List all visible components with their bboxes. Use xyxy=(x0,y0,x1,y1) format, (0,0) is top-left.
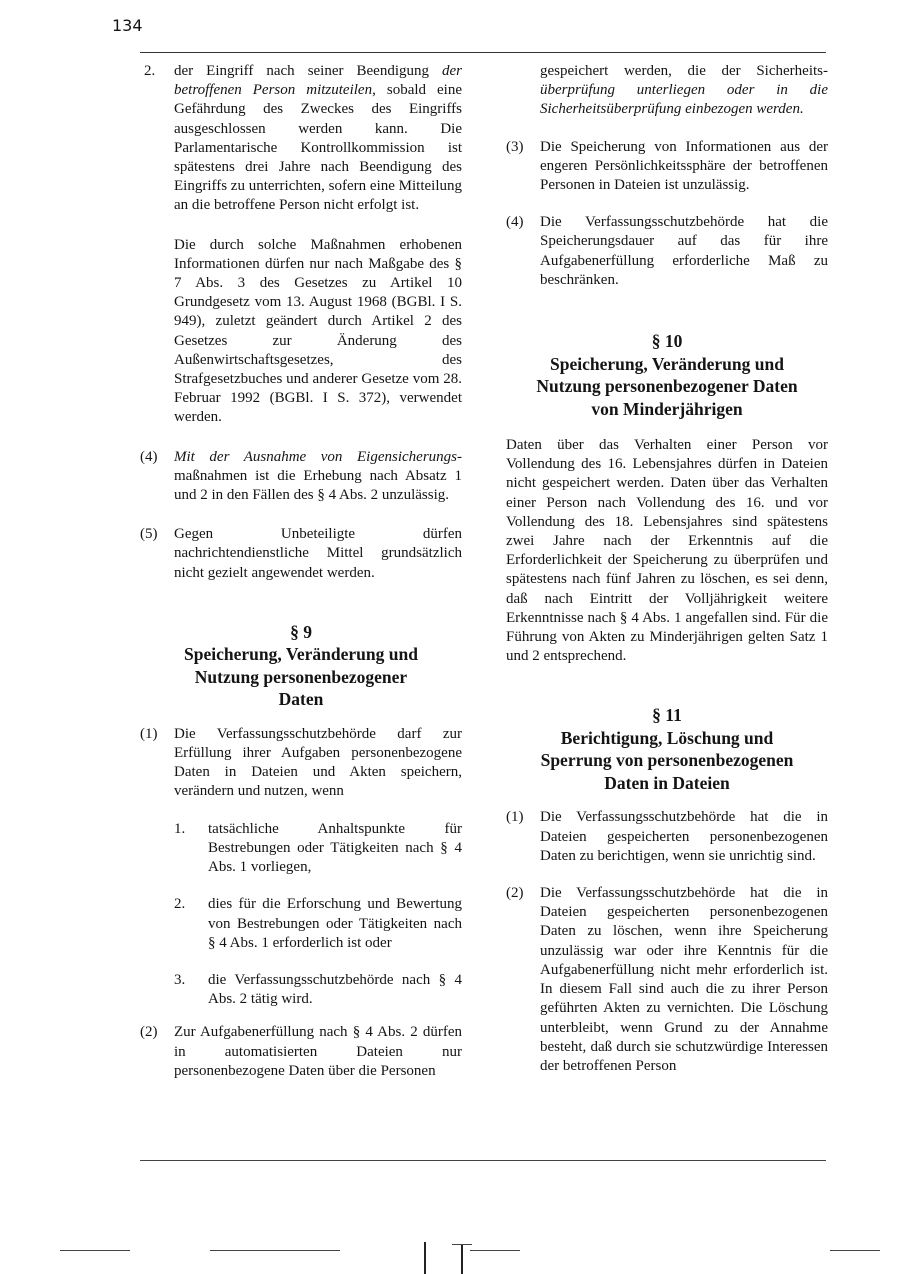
section-title-line: Nutzung personenbezogener Daten xyxy=(536,376,798,397)
item-text-em: der betroffenen Person mitzuteilen, xyxy=(174,63,463,99)
scan-tick xyxy=(424,1242,426,1274)
section-title-line: Daten xyxy=(278,689,324,710)
paragraph-number: (4) xyxy=(506,214,524,231)
section-9-paragraph-2 xyxy=(140,1023,462,1081)
section-title-line: Speicherung, Veränderung und xyxy=(184,644,418,665)
paragraph-number: (2) xyxy=(140,1024,158,1041)
list-item-number: 1. xyxy=(174,820,186,837)
section-number: § 10 xyxy=(651,331,683,352)
paragraph-number: (2) xyxy=(506,885,524,902)
list-item xyxy=(140,971,462,1009)
bottom-rule xyxy=(140,1160,826,1161)
paragraph-text: Die Verfassungsschutzbehörde hat die in Dateien gespeicherten personenbezogenen Daten zu berichtigen, wenn sie unrichtig sind. xyxy=(540,809,828,864)
item-text-a: der Eingriff nach seiner Beendigung xyxy=(174,63,429,79)
section-9-heading xyxy=(140,621,462,711)
paragraph-text-em: Mit der Ausnahme von Eigensicherungs- xyxy=(174,448,462,465)
paragraph-text: Die Verfassungsschutzbehörde hat die in Dateien gespeicherten personenbezogenen Daten zu löschen, wenn ihre Speicherung unzulässig war oder ihre Kenntnis für die Aufgabenerfüllung nicht mehr erforderlich ist. In diesem Fall sind auch die zu ihrer Person geführten Akten zu vernichten. Die Löschung unterbleibt, wenn Grund zu der Annahme besteht, daß durch sie schutzwürdige Interessen der betroffenen Person xyxy=(540,885,828,1074)
item-text xyxy=(174,62,462,216)
section-number: § 11 xyxy=(652,705,682,726)
paragraph-text: Gegen Unbeteiligte dürfen nachrichtendienstliche Mittel grundsätzlich nicht gezielt angewendet werden. xyxy=(174,526,462,581)
list-item-number: 3. xyxy=(174,971,186,988)
continuation-text-em: überprüfung unterliegen oder in die Sicherheitsüberprüfung einbezogen werden. xyxy=(540,82,828,118)
list-item xyxy=(140,895,462,953)
section-9-paragraph-1 xyxy=(140,725,462,802)
list-item-text: dies für die Erforschung und Bewertung von Bestrebungen oder Tätigkeiten nach § 4 Abs. 1 erforderlich ist oder xyxy=(208,896,462,951)
section-title-line: Nutzung personenbezogener xyxy=(194,666,408,687)
paragraph-number: (1) xyxy=(506,809,524,826)
item-text-b: sobald eine Gefährdung des Zweckes des Eingriffs ausgeschlossen werden kann. Die Parlamentarische Kontrollkommission ist spätestens drei Jahre nach Beendigung des Eingriffs zu unterrichten, sofern eine Mitteilung an die betroffene Person nicht erfolgt ist. xyxy=(174,82,463,214)
item-2 xyxy=(144,62,463,216)
section-11-paragraph-2 xyxy=(506,884,828,1076)
paragraph-3 xyxy=(506,138,828,196)
section-title-line: Speicherung, Veränderung und xyxy=(550,353,784,374)
section-title-line: Berichtigung, Löschung und xyxy=(560,727,774,748)
section-10-body: Daten über das Verhalten einer Person vor Vollendung des 16. Lebensjahres dürfen in Dateien nicht gespeichert werden. Daten über das Verhalten einer Person nach Vollendung des 16. und vor Vollendung des 18. Lebensjahres sind spätestens zwei Jahre nach der Erkenntnis auf die Erforderlichkeit der Speicherung zu überprüfen und spätestens nach fünf Jahren zu löschen, es sei denn, daß nach Eintritt der Volljährigkeit weitere Erkenntnisse nach § 4 Abs. 1 angefallen sind. Für die Führung von Akten zu Minderjährigen gelten Satz 1 und 2 entsprechend. xyxy=(506,437,828,665)
scan-dash xyxy=(452,1244,472,1245)
section-number: § 9 xyxy=(290,621,312,642)
scan-dash xyxy=(60,1250,130,1251)
scan-tick xyxy=(461,1244,463,1274)
section-11-heading xyxy=(506,704,828,794)
top-rule xyxy=(140,52,826,53)
paragraph-number: (4) xyxy=(140,448,158,465)
scan-dash xyxy=(470,1250,520,1251)
continuation-text xyxy=(506,62,828,120)
scan-dash xyxy=(210,1250,340,1251)
section-title-line: Daten in Dateien xyxy=(604,772,730,793)
paragraph-number: (3) xyxy=(506,138,524,155)
paragraph-text-b: maßnahmen ist die Erhebung nach Absatz 1 und 2 in den Fällen des § 4 Abs. 2 unzulässig. xyxy=(174,467,462,504)
continuation-text-a: gespeichert werden, die der Sicherheits- xyxy=(540,63,828,79)
section-title-line: von Minderjährigen xyxy=(591,398,743,419)
paragraph-text: Die Verfassungsschutzbehörde darf zur Erfüllung ihrer Aufgaben personenbezogene Daten in Dateien und Akten speichern, verändern und nutzen, wenn xyxy=(174,725,462,800)
paragraph-text xyxy=(174,448,462,506)
paragraph-4 xyxy=(506,213,828,290)
paragraph-information-use: Die durch solche Maßnahmen erhobenen Informationen dürfen nur nach Maßgabe des § 7 Abs. 3 des Gesetzes zu Artikel 10 Grundgesetz vom 13. August 1968 (BGBl. I S. 949), zuletzt geändert durch Artikel 2 des Gesetzes zur Änderung des Außenwirtschaftsgesetzes, des Strafgesetzbuches und anderer Gesetze vom 28. Februar 1992 (BGBl. I S. 372), verwendet werden. xyxy=(174,236,462,426)
section-10-heading xyxy=(506,330,828,420)
list-item-text: tatsächliche Anhaltspunkte für Bestrebungen oder Tätigkeiten nach § 4 Abs. 1 vorliegen, xyxy=(208,820,462,876)
section-title-line: Sperrung von personenbezogenen xyxy=(540,750,794,771)
paragraph-5 xyxy=(140,525,462,583)
list-item-number: 2. xyxy=(174,896,186,913)
paragraph-4 xyxy=(140,448,462,506)
page-number: 134 xyxy=(112,16,143,35)
right-column xyxy=(506,62,828,1076)
paragraph-number: (1) xyxy=(140,725,158,742)
paragraph-number: (5) xyxy=(140,526,158,543)
paragraph-text: Die Speicherung von Informationen aus der engeren Persönlichkeitssphäre der betroffenen Personen in Dateien ist unzulässig. xyxy=(540,138,828,194)
scan-dash xyxy=(830,1250,880,1251)
list-item xyxy=(140,820,462,878)
scan-artifacts xyxy=(0,1238,900,1274)
paragraph-text: Die Verfassungsschutzbehörde hat die Speicherungsdauer auf das für ihre Aufgabenerfüllung erforderliche Maß zu beschränken. xyxy=(540,214,828,288)
section-11-paragraph-1 xyxy=(506,808,828,866)
left-column xyxy=(140,62,462,1081)
paragraph-text: Zur Aufgabenerfüllung nach § 4 Abs. 2 dürfen in automatisierten Dateien nur personenbezogene Daten über die Personen xyxy=(174,1024,462,1079)
list-item-text: die Verfassungsschutzbehörde nach § 4 Abs. 2 tätig wird. xyxy=(208,971,462,1008)
item-number: 2. xyxy=(144,63,156,79)
